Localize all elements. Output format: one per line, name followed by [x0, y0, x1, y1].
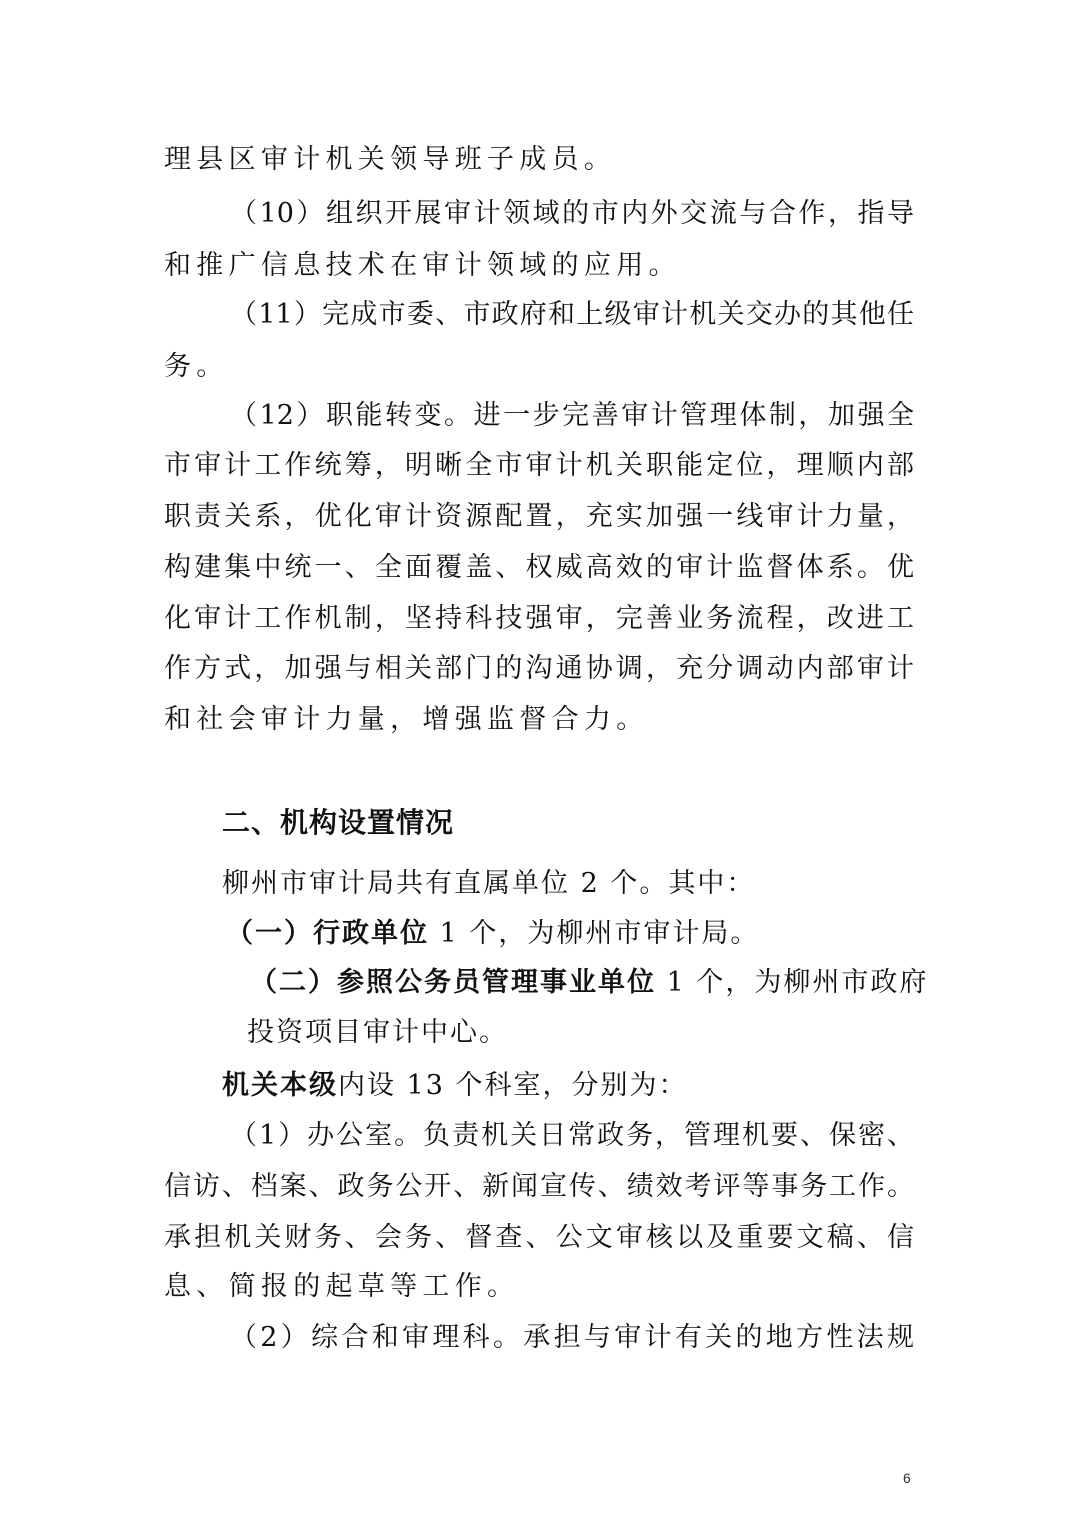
dept-line: 承担机关财务、会务、督查、公文审核以及重要文稿、信 [164, 1222, 914, 1253]
paragraph-line: 化审计工作机制，坚持科技强审，完善业务流程，改进工 [164, 603, 914, 634]
paragraph-line: 构建集中统一、全面覆盖、权威高效的审计监督体系。优 [164, 552, 914, 583]
org-intro: 柳州市审计局共有直属单位 2 个。其中： [222, 868, 756, 899]
dept-line: 息、简报的起草等工作。 [164, 1271, 520, 1302]
paragraph-line: （11）完成市委、市政府和上级审计机关交办的其他任 [230, 299, 914, 330]
paragraph-line: 和社会审计力量，增强监督合力。 [164, 704, 649, 735]
dept-line: （1）办公室。负责机关日常政务，管理机要、保密、 [230, 1120, 914, 1151]
dept-intro-line [222, 1069, 972, 1103]
paragraph-line: 和推广信息技术在审计领域的应用。 [164, 250, 681, 281]
paragraph-line: 市审计工作统筹，明晰全市审计机关职能定位，理顺内部 [164, 450, 914, 481]
paragraph-line: 作方式，加强与相关部门的沟通协调，充分调动内部审计 [164, 653, 914, 684]
unit-2-text: 1 个，为柳州市政府 [656, 967, 929, 998]
unit-2-continuation: 投资项目审计中心。 [247, 1017, 508, 1048]
unit-1-text: 1 个，为柳州市审计局。 [429, 918, 760, 949]
section-heading: 二、机构设置情况 [222, 806, 455, 839]
dept-label: 机关本级 [222, 1070, 338, 1101]
paragraph-line: （12）职能转变。进一步完善审计管理体制，加强全 [230, 400, 914, 431]
paragraph-line: 务。 [164, 351, 229, 382]
unit-1-line [226, 917, 976, 951]
unit-2-line [250, 966, 1000, 1000]
unit-2-label: （二）参照公务员管理事业单位 [250, 967, 656, 998]
dept-text: 内设 13 个科室，分别为： [338, 1070, 688, 1101]
paragraph-line: 理县区审计机关领导班子成员。 [164, 144, 617, 175]
page-number: 6 [903, 1470, 911, 1486]
paragraph-line: 职责关系，优化审计资源配置，充实加强一线审计力量， [164, 501, 914, 532]
paragraph-line: （10）组织开展审计领域的市内外交流与合作，指导 [230, 198, 914, 229]
unit-1-label: （一）行政单位 [226, 918, 429, 949]
dept-line: 信访、档案、政务公开、新闻宣传、绩效考评等事务工作。 [164, 1171, 914, 1202]
dept-line: （2）综合和审理科。承担与审计有关的地方性法规 [230, 1322, 914, 1353]
